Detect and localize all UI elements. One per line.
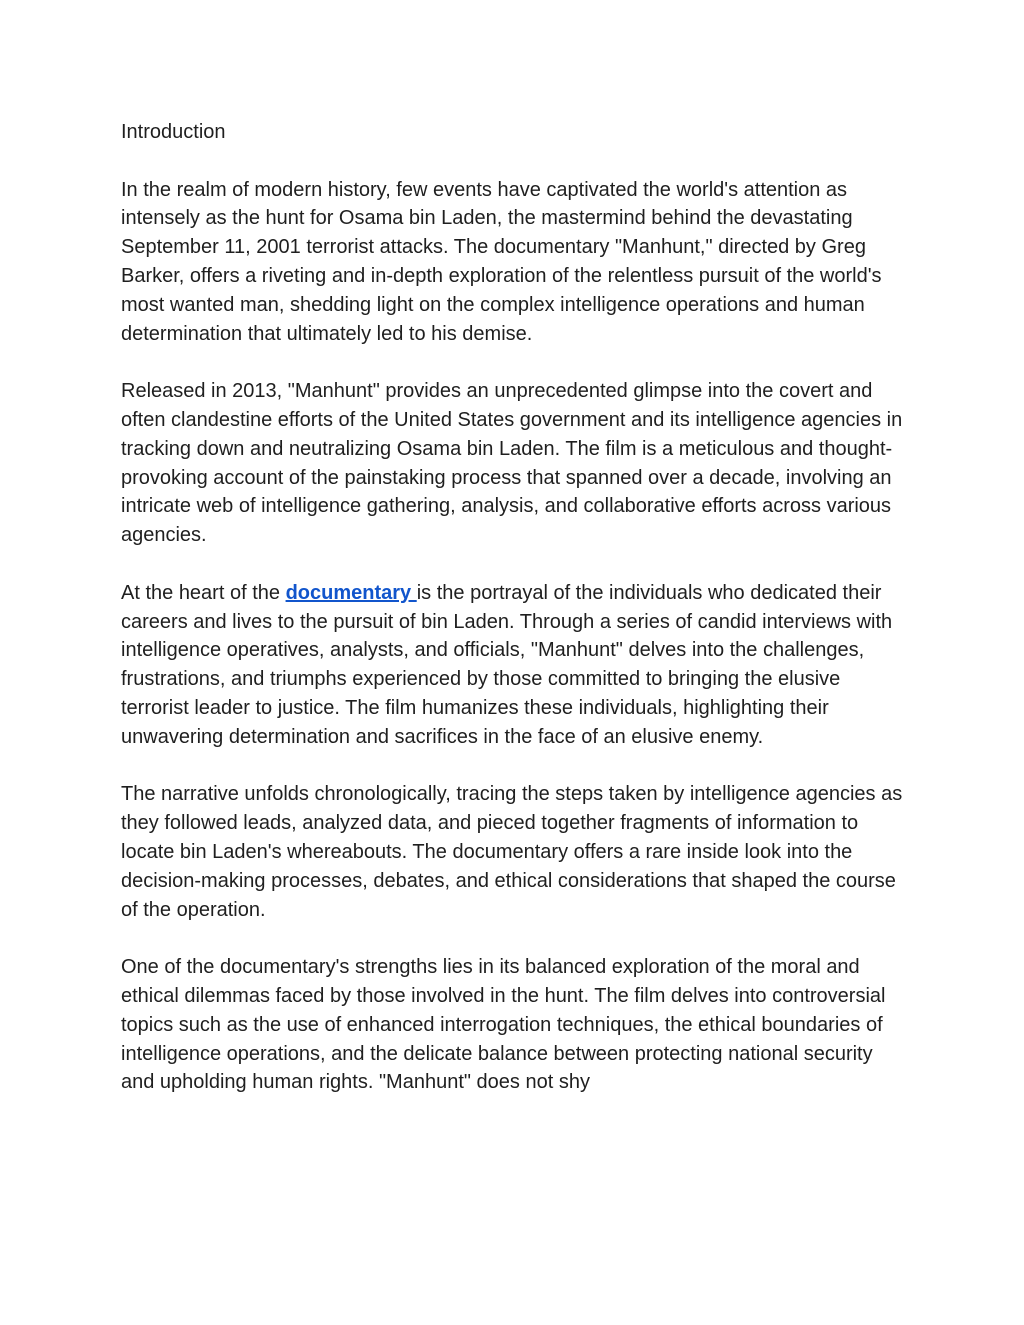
documentary-link[interactable]: documentary [285,581,417,604]
paragraph-3 [121,579,911,752]
paragraph-3-lead: At the heart of the [121,581,286,604]
document-heading: Introduction [121,121,226,143]
paragraph-5: One of the documentary's strengths lies in its balanced exploration of the moral and ethical dilemmas faced by those involved in the hunt. The film delves into controversial topics such as the use of enhanced interrogation techniques, the ethical boundaries of intelligence operations, and the delicate balance between protecting national security and upholding human rights. "Manhunt" does not shy [121,956,886,1094]
document-page [121,118,911,1126]
paragraph-4: The narrative unfolds chronologically, tracing the steps taken by intelligence agencies as they followed leads, analyzed data, and pieced together fragments of information to locate bin Laden's whereabouts. The documentary offers a rare inside look into the decision-making processes, debates, and ethical considerations that shaped the course of the operation. [121,783,903,921]
paragraph-3-rest: is the portrayal of the individuals who dedicated their careers and lives to the pursuit of bin Laden. Through a series of candid interviews with intelligence operatives, analysts, and officials, "Manhunt" delves into the challenges, frustrations, and triumphs experienced by those committed to bringing the elusive terrorist leader to justice. The film humanizes these individuals, highlighting their unwavering determination and sacrifices in the face of an elusive enemy. [121,581,893,748]
paragraph-2: Released in 2013, "Manhunt" provides an unprecedented glimpse into the covert and often clandestine efforts of the United States government and its intelligence agencies in tracking down and neutralizing Osama bin Laden. The film is a meticulous and thought-provoking account of the painstaking process that spanned over a decade, involving an intricate web of intelligence gathering, analysis, and collaborative efforts across various agencies. [121,380,903,547]
paragraph-1: In the realm of modern history, few events have captivated the world's attention as intensely as the hunt for Osama bin Laden, the mastermind behind the devastating September 11, 2001 terrorist attacks. The documentary "Manhunt," directed by Greg Barker, offers a riveting and in-depth exploration of the relentless pursuit of the world's most wanted man, shedding light on the complex intelligence operations and human determination that ultimately led to his demise. [121,178,882,345]
